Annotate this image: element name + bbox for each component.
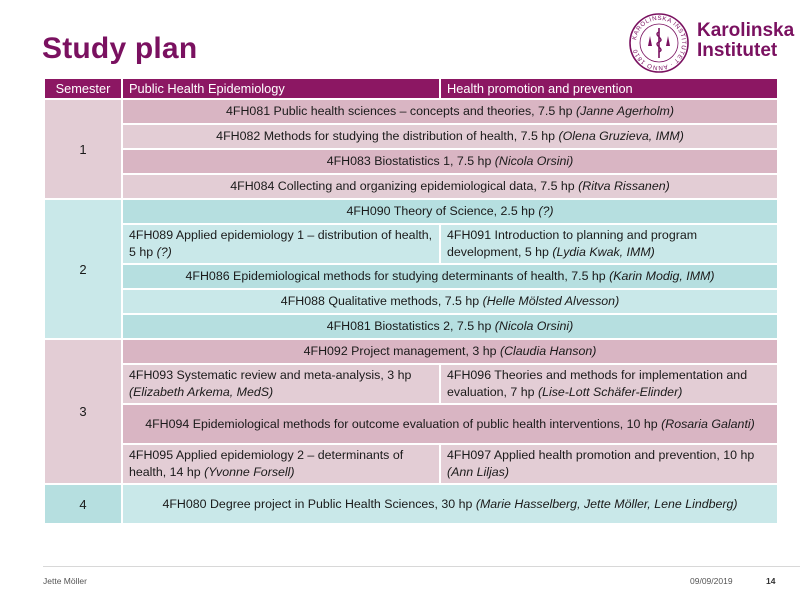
course-text: Qualitative methods, 7.5 hp xyxy=(324,294,483,308)
course-text: Methods for studying the distribution of health, 7.5 hp xyxy=(260,129,559,143)
course-teacher: (Lise-Lott Schäfer-Elinder) xyxy=(537,385,683,399)
table-row xyxy=(44,339,778,364)
course-teacher: (Claudia Hanson) xyxy=(499,344,597,358)
course-cell xyxy=(122,404,778,444)
course-code: 4FH080 xyxy=(162,496,207,511)
course-teacher: (Karin Modig, IMM) xyxy=(609,269,715,283)
course-cell xyxy=(122,224,440,264)
course-text: Degree project in Public Health Sciences, 30 hp xyxy=(206,496,476,511)
course-cell xyxy=(122,99,778,124)
course-text: Theories and methods for implementation and evaluation, 7 hp xyxy=(447,368,748,399)
course-cell xyxy=(122,484,778,524)
course-cell xyxy=(122,264,778,289)
course-teacher: (Olena Gruzieva, IMM) xyxy=(558,129,684,143)
course-text: Introduction to planning and program development, 5 hp xyxy=(447,228,698,259)
course-cell xyxy=(122,314,778,339)
semester-cell: 3 xyxy=(44,339,122,484)
course-cell xyxy=(440,364,778,404)
course-text: Biostatistics 2, 7.5 hp xyxy=(370,319,495,333)
table-header-row xyxy=(44,78,778,99)
course-teacher: (Ann Liljas) xyxy=(447,465,509,479)
table-row xyxy=(44,314,778,339)
course-cell xyxy=(122,124,778,149)
course-teacher: (?) xyxy=(156,245,172,259)
course-text: Project management, 3 hp xyxy=(347,344,500,358)
table-row xyxy=(44,484,778,524)
course-teacher: (Rosaria Galanti) xyxy=(661,416,755,431)
karolinska-seal-icon xyxy=(628,12,690,74)
course-code: 4FH091 xyxy=(447,228,492,242)
course-code: 4FH082 xyxy=(216,129,261,143)
course-text: Epidemiological methods for outcome evaluation of public health interventions, 10 hp xyxy=(189,416,662,431)
course-code: 4FH094 xyxy=(145,416,190,431)
logo-line-1: Karolinska xyxy=(697,20,795,41)
table-row xyxy=(44,124,778,149)
course-cell xyxy=(122,174,778,199)
footer-page-number: 14 xyxy=(766,576,776,586)
table-row xyxy=(44,149,778,174)
course-code: 4FH084 xyxy=(230,179,275,193)
course-cell xyxy=(440,444,778,484)
footer-author: Jette Möller xyxy=(43,576,87,586)
course-text: Applied epidemiology 1 – distribution of health, 5 hp xyxy=(129,228,433,259)
course-teacher: (?) xyxy=(538,204,554,218)
course-code: 4FH086 xyxy=(185,269,230,283)
course-text: Applied health promotion and prevention, 10 hp xyxy=(491,448,755,462)
course-teacher: (Marie Hasselberg, Jette Möller, Lene Lindberg) xyxy=(475,496,738,511)
course-text: Collecting and organizing epidemiological data, 7.5 hp xyxy=(274,179,579,193)
table-row xyxy=(44,444,778,484)
course-teacher: (Helle Mölsted Alvesson) xyxy=(482,294,620,308)
course-text: Applied epidemiology 2 – determinants of health, 14 hp xyxy=(129,448,404,479)
course-cell xyxy=(122,444,440,484)
table-row xyxy=(44,289,778,314)
slide-title: Study plan xyxy=(42,32,198,65)
course-cell xyxy=(122,199,778,224)
semester-cell: 4 xyxy=(44,484,122,524)
course-cell xyxy=(440,224,778,264)
table-row xyxy=(44,364,778,404)
course-teacher: (Lydia Kwak, IMM) xyxy=(552,245,655,259)
logo-line-2: Institutet xyxy=(697,40,778,61)
course-teacher: (Yvonne Forsell) xyxy=(204,465,295,479)
course-code: 4FH092 xyxy=(303,344,348,358)
footer-date: 09/09/2019 xyxy=(690,576,733,586)
course-teacher: (Nicola Orsini) xyxy=(494,319,574,333)
header-semester: Semester xyxy=(44,78,122,99)
course-code: 4FH089 xyxy=(129,228,174,242)
course-code: 4FH096 xyxy=(447,368,492,382)
karolinska-logo xyxy=(628,12,793,74)
table-row xyxy=(44,224,778,264)
course-code: 4FH097 xyxy=(447,448,492,462)
course-cell xyxy=(122,289,778,314)
seal-text: KAROLINSKA INSTITUTET · ANNO 1810 xyxy=(631,14,688,72)
course-teacher: (Nicola Orsini) xyxy=(494,154,574,168)
logo-wordmark xyxy=(697,21,794,61)
header-program-1: Public Health Epidemiology xyxy=(122,78,440,99)
course-text: Epidemiological methods for studying determinants of health, 7.5 hp xyxy=(229,269,610,283)
course-code: 4FH088 xyxy=(280,294,325,308)
table-row xyxy=(44,174,778,199)
course-text: Biostatistics 1, 7.5 hp xyxy=(370,154,495,168)
table-row xyxy=(44,99,778,124)
course-code: 4FH083 xyxy=(326,154,371,168)
course-code: 4FH095 xyxy=(129,448,174,462)
course-text: Theory of Science, 2.5 hp xyxy=(390,204,539,218)
course-code: 4FH081 xyxy=(226,104,271,118)
course-cell xyxy=(122,149,778,174)
table-row xyxy=(44,264,778,289)
course-teacher: (Elizabeth Arkema, MedS) xyxy=(129,385,274,399)
header-program-2: Health promotion and prevention xyxy=(440,78,778,99)
study-plan-table xyxy=(43,77,779,525)
table-row xyxy=(44,199,778,224)
course-text: Systematic review and meta-analysis, 3 hp xyxy=(173,368,412,382)
course-text: Public health sciences – concepts and theories, 7.5 hp xyxy=(270,104,576,118)
course-cell xyxy=(122,364,440,404)
course-teacher: (Janne Agerholm) xyxy=(575,104,674,118)
semester-cell: 2 xyxy=(44,199,122,339)
course-code: 4FH093 xyxy=(129,368,174,382)
course-code: 4FH090 xyxy=(346,204,391,218)
course-teacher: (Ritva Rissanen) xyxy=(578,179,670,193)
footer-divider xyxy=(43,566,800,567)
course-cell xyxy=(122,339,778,364)
course-code: 4FH081 xyxy=(326,319,371,333)
table-row xyxy=(44,404,778,444)
semester-cell: 1 xyxy=(44,99,122,199)
